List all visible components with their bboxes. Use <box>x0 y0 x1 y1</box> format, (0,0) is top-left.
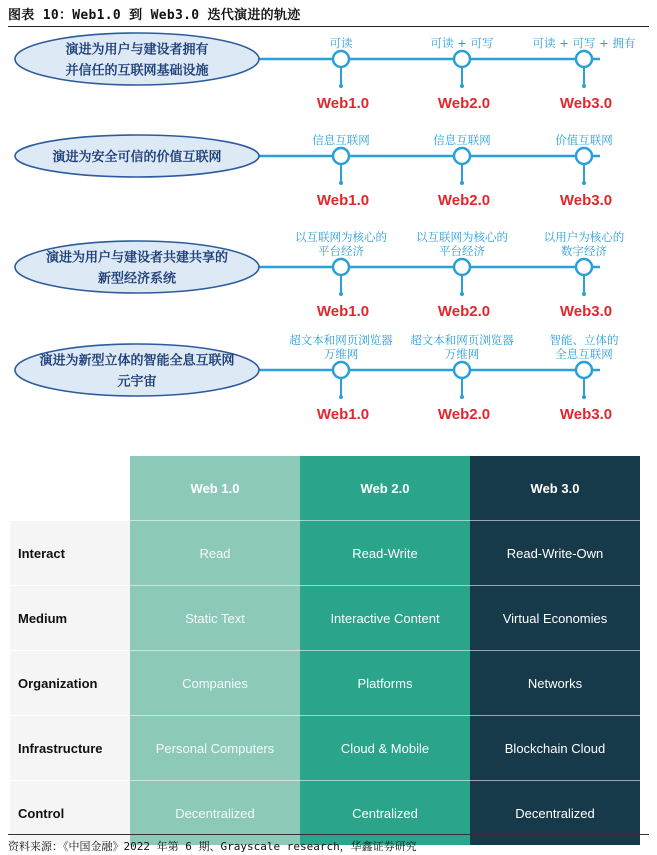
node-caption: 万维网 <box>444 347 480 361</box>
node-stem-dot <box>339 292 343 296</box>
table-cell <box>130 585 300 650</box>
table-cell-text: Blockchain Cloud <box>504 740 606 756</box>
table-cell <box>130 715 300 780</box>
table-cell <box>300 650 470 715</box>
node-stem-dot <box>460 84 464 88</box>
table-cell-text: Networks <box>527 675 583 691</box>
theme-text: 演进为用户与建设者共建共享的 <box>45 250 229 266</box>
node-stem-dot <box>339 181 343 185</box>
table-cell-text: Read-Write-Own <box>506 545 604 561</box>
web-version-label: Web3.0 <box>559 303 613 320</box>
table-cell-text: Read <box>199 545 231 561</box>
timeline-node <box>454 51 470 67</box>
table-cell <box>470 715 640 780</box>
node-caption: 平台经济 <box>439 244 485 258</box>
row-label-text: Interact <box>18 545 65 561</box>
table-cell-text: Read-Write <box>352 545 418 561</box>
row-label-text: Organization <box>18 675 98 691</box>
web-version-label: Web1.0 <box>316 406 370 423</box>
figure-title: 图表 10：Web1.0 到 Web3.0 迭代演进的轨迹 <box>8 8 301 23</box>
row-label-text: Control <box>18 805 65 821</box>
web-version-label: Web1.0 <box>316 303 370 320</box>
row-label <box>10 650 130 715</box>
column-header-text: Web 2.0 <box>360 480 410 496</box>
table-cell <box>300 715 470 780</box>
theme-text: 演进为新型立体的智能全息互联网 <box>39 353 235 369</box>
timeline-node <box>333 362 349 378</box>
table-cell-text: Decentralized <box>515 805 595 821</box>
web-version-label: Web2.0 <box>437 303 491 320</box>
row-label <box>10 585 130 650</box>
node-caption: 超文本和网页浏览器 <box>289 333 393 347</box>
column-header <box>130 456 300 520</box>
column-header <box>300 456 470 520</box>
timeline-node <box>454 148 470 164</box>
row-label-text: Medium <box>18 610 68 626</box>
table-cell <box>470 650 640 715</box>
table-cell <box>130 650 300 715</box>
timeline-node <box>333 51 349 67</box>
theme-text: 新型经济系统 <box>97 271 177 287</box>
theme-text: 演进为安全可信的价值互联网 <box>52 150 222 165</box>
node-caption: 价值互联网 <box>555 133 613 147</box>
node-caption: 数字经济 <box>561 244 607 258</box>
node-stem-dot <box>582 84 586 88</box>
node-caption: 超文本和网页浏览器 <box>410 333 514 347</box>
node-stem-dot <box>582 181 586 185</box>
table-cell <box>470 520 640 585</box>
timeline-node <box>333 148 349 164</box>
node-caption: 全息互联网 <box>555 347 613 361</box>
web-version-label: Web3.0 <box>559 192 613 209</box>
node-stem-dot <box>339 84 343 88</box>
theme-text: 演进为用户与建设者拥有 <box>65 42 209 58</box>
timeline-node <box>454 259 470 275</box>
web-version-label: Web1.0 <box>316 192 370 209</box>
theme-text: 元宇宙 <box>117 374 157 390</box>
node-caption: 以互联网为核心的 <box>295 230 387 244</box>
web-version-label: Web2.0 <box>437 406 491 423</box>
web-version-label: Web2.0 <box>437 192 491 209</box>
web-version-label: Web1.0 <box>316 95 370 112</box>
node-stem-dot <box>339 395 343 399</box>
column-header-text: Web 1.0 <box>190 480 240 496</box>
node-caption: 可读 <box>329 36 353 50</box>
row-label-text: Infrastructure <box>18 740 103 756</box>
evolution-diagram-svg <box>0 26 657 446</box>
node-caption: 万维网 <box>323 347 359 361</box>
table-cell <box>300 520 470 585</box>
column-header <box>470 456 640 520</box>
timeline-node <box>576 148 592 164</box>
node-caption: 可读 + 可写 + 拥有 <box>532 36 636 50</box>
theme-text: 并信任的互联网基础设施 <box>65 63 209 79</box>
node-caption: 可读 + 可写 <box>430 36 494 50</box>
figure-title-bar <box>8 4 649 27</box>
table-cell-text: Static Text <box>185 610 245 626</box>
table-cell-text: Personal Computers <box>155 740 275 756</box>
node-caption: 以互联网为核心的 <box>416 230 508 244</box>
table-cell-text: Cloud & Mobile <box>340 740 430 756</box>
comparison-table <box>10 456 631 836</box>
evolution-diagram <box>0 26 657 446</box>
table-cell <box>300 585 470 650</box>
table-cell <box>470 585 640 650</box>
table-cell-text: Platforms <box>357 675 413 691</box>
table-cell-text: Interactive Content <box>330 610 440 626</box>
table-cell <box>130 520 300 585</box>
web-version-label: Web2.0 <box>437 95 491 112</box>
row-label <box>10 715 130 780</box>
row-label <box>10 520 130 585</box>
timeline-node <box>576 51 592 67</box>
table-cell-text: Centralized <box>352 805 418 821</box>
table-cell-text: Decentralized <box>175 805 255 821</box>
timeline-node <box>576 259 592 275</box>
column-header-text: Web 3.0 <box>530 480 580 496</box>
web-version-label: Web3.0 <box>559 95 613 112</box>
timeline-node <box>576 362 592 378</box>
table-cell-text: Virtual Economies <box>502 610 608 626</box>
source-note <box>8 834 649 854</box>
node-stem-dot <box>460 181 464 185</box>
source-text: 资料来源：《中国金融》2022 年第 6 期、Grayscale research，华鑫证券研究 <box>8 840 417 853</box>
table-cell-text: Companies <box>182 675 248 691</box>
node-stem-dot <box>460 292 464 296</box>
timeline-node <box>333 259 349 275</box>
node-stem-dot <box>582 292 586 296</box>
node-stem-dot <box>582 395 586 399</box>
node-caption: 智能、立体的 <box>549 333 619 347</box>
node-caption: 信息互联网 <box>312 133 370 147</box>
node-caption: 以用户为核心的 <box>543 230 625 244</box>
web-version-label: Web3.0 <box>559 406 613 423</box>
node-caption: 信息互联网 <box>433 133 491 147</box>
node-caption: 平台经济 <box>318 244 364 258</box>
timeline-node <box>454 362 470 378</box>
node-stem-dot <box>460 395 464 399</box>
